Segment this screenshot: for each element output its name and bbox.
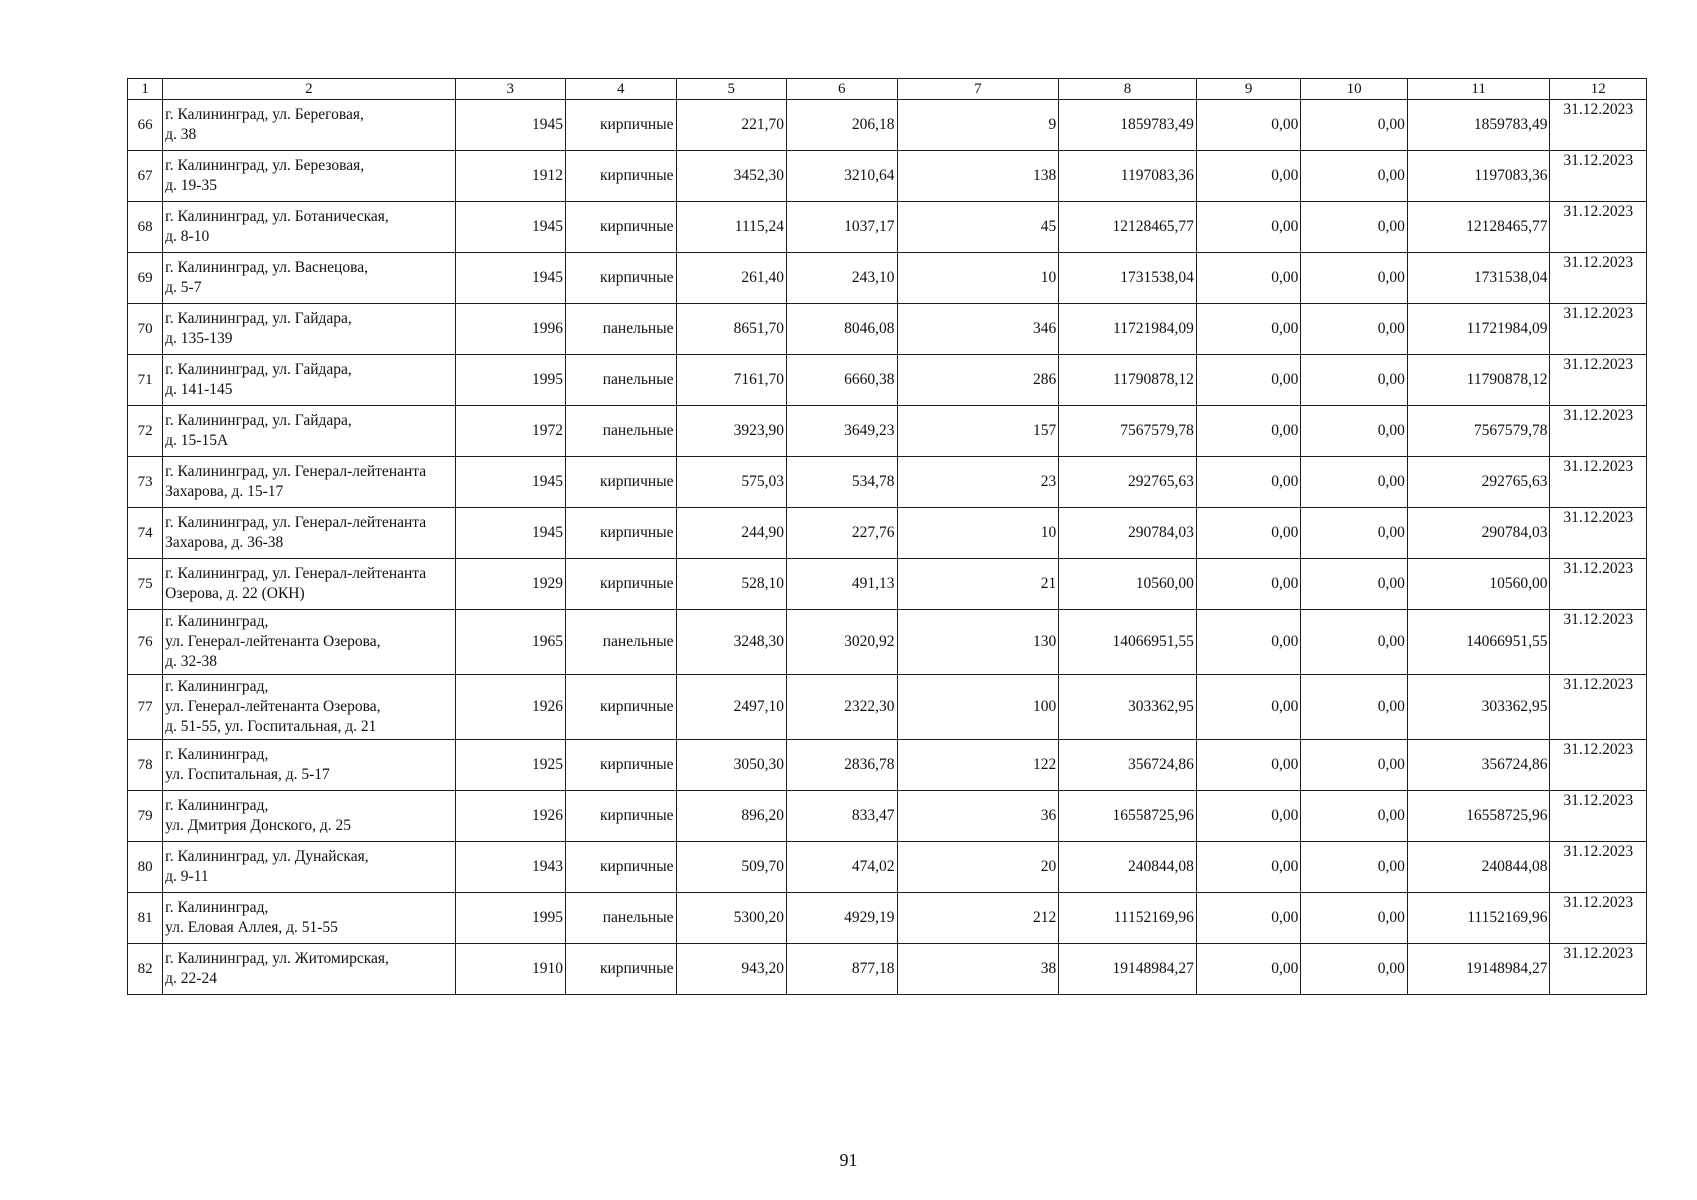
address-line: д. 8-10	[165, 228, 210, 245]
cost-total-cell: 10560,00	[1059, 559, 1197, 610]
year-cell: 1926	[455, 675, 566, 740]
deadline-date-cell: 31.12.2023	[1550, 202, 1647, 253]
address-line: г. Калининград, ул. Гайдара,	[165, 310, 352, 327]
address-cell	[163, 842, 455, 893]
cost-col10-cell: 0,00	[1301, 406, 1407, 457]
wall-material-cell: кирпичные	[566, 559, 677, 610]
table-row	[128, 457, 1647, 508]
cost-col11-cell: 1731538,04	[1407, 253, 1550, 304]
address-cell	[163, 508, 455, 559]
address-line: д. 19-35	[165, 177, 217, 194]
cost-col9-cell: 0,00	[1196, 508, 1300, 559]
row-number-cell: 69	[128, 253, 163, 304]
deadline-date-cell: 31.12.2023	[1550, 842, 1647, 893]
table-row	[128, 100, 1647, 151]
table-row	[128, 842, 1647, 893]
column-header: 4	[566, 79, 677, 100]
residents-cell: 157	[897, 406, 1059, 457]
cost-col11-cell: 16558725,96	[1407, 791, 1550, 842]
cost-col9-cell: 0,00	[1196, 100, 1300, 151]
column-header: 12	[1550, 79, 1647, 100]
deadline-date-cell: 31.12.2023	[1550, 355, 1647, 406]
year-cell: 1945	[455, 508, 566, 559]
living-area-cell: 3649,23	[787, 406, 898, 457]
address-line: г. Калининград,	[165, 797, 269, 814]
total-area-cell: 261,40	[676, 253, 787, 304]
address-cell	[163, 406, 455, 457]
row-number-cell: 80	[128, 842, 163, 893]
year-cell: 1945	[455, 100, 566, 151]
address-line: д. 9-11	[165, 868, 209, 885]
address-line: г. Калининград, ул. Генерал-лейтенанта	[165, 514, 427, 531]
table-row	[128, 304, 1647, 355]
cost-col11-cell: 303362,95	[1407, 675, 1550, 740]
year-cell: 1945	[455, 457, 566, 508]
year-cell: 1929	[455, 559, 566, 610]
address-line: г. Калининград, ул. Дунайская,	[165, 848, 369, 865]
address-cell	[163, 675, 455, 740]
residents-cell: 10	[897, 253, 1059, 304]
living-area-cell: 2836,78	[787, 740, 898, 791]
cost-col9-cell: 0,00	[1196, 253, 1300, 304]
wall-material-cell: панельные	[566, 355, 677, 406]
total-area-cell: 3923,90	[676, 406, 787, 457]
column-header: 7	[897, 79, 1059, 100]
cost-col10-cell: 0,00	[1301, 893, 1407, 944]
address-line: Озерова, д. 22 (ОКН)	[165, 585, 305, 602]
total-area-cell: 2497,10	[676, 675, 787, 740]
housing-register-table	[127, 78, 1647, 995]
cost-col11-cell: 292765,63	[1407, 457, 1550, 508]
total-area-cell: 575,03	[676, 457, 787, 508]
table-row	[128, 508, 1647, 559]
wall-material-cell: кирпичные	[566, 675, 677, 740]
row-number-cell: 79	[128, 791, 163, 842]
address-cell	[163, 202, 455, 253]
living-area-cell: 833,47	[787, 791, 898, 842]
living-area-cell: 8046,08	[787, 304, 898, 355]
cost-col10-cell: 0,00	[1301, 842, 1407, 893]
year-cell: 1912	[455, 151, 566, 202]
wall-material-cell: панельные	[566, 304, 677, 355]
year-cell: 1972	[455, 406, 566, 457]
address-cell	[163, 457, 455, 508]
living-area-cell: 6660,38	[787, 355, 898, 406]
address-cell	[163, 253, 455, 304]
address-cell	[163, 559, 455, 610]
column-header: 2	[163, 79, 455, 100]
table-row	[128, 944, 1647, 995]
year-cell: 1995	[455, 355, 566, 406]
deadline-date-cell: 31.12.2023	[1550, 304, 1647, 355]
living-area-cell: 227,76	[787, 508, 898, 559]
cost-col11-cell: 1197083,36	[1407, 151, 1550, 202]
cost-col9-cell: 0,00	[1196, 457, 1300, 508]
cost-col10-cell: 0,00	[1301, 675, 1407, 740]
cost-col9-cell: 0,00	[1196, 304, 1300, 355]
row-number-cell: 73	[128, 457, 163, 508]
residents-cell: 23	[897, 457, 1059, 508]
page-number: 91	[839, 1150, 858, 1170]
row-number-cell: 68	[128, 202, 163, 253]
cost-col11-cell: 12128465,77	[1407, 202, 1550, 253]
deadline-date-cell: 31.12.2023	[1550, 740, 1647, 791]
total-area-cell: 3050,30	[676, 740, 787, 791]
address-cell	[163, 791, 455, 842]
address-line: ул. Генерал-лейтенанта Озерова,	[165, 633, 381, 650]
total-area-cell: 3452,30	[676, 151, 787, 202]
address-line: д. 51-55, ул. Госпитальная, д. 21	[165, 718, 377, 735]
address-line: г. Калининград, ул. Березовая,	[165, 157, 365, 174]
cost-total-cell: 19148984,27	[1059, 944, 1197, 995]
cost-total-cell: 290784,03	[1059, 508, 1197, 559]
living-area-cell: 534,78	[787, 457, 898, 508]
address-line: г. Калининград, ул. Житомирская,	[165, 950, 389, 967]
cost-total-cell: 1859783,49	[1059, 100, 1197, 151]
cost-col10-cell: 0,00	[1301, 740, 1407, 791]
wall-material-cell: кирпичные	[566, 842, 677, 893]
column-header: 10	[1301, 79, 1407, 100]
column-header: 1	[128, 79, 163, 100]
wall-material-cell: кирпичные	[566, 508, 677, 559]
wall-material-cell: панельные	[566, 406, 677, 457]
deadline-date-cell: 31.12.2023	[1550, 406, 1647, 457]
cost-col11-cell: 290784,03	[1407, 508, 1550, 559]
cost-col9-cell: 0,00	[1196, 791, 1300, 842]
total-area-cell: 509,70	[676, 842, 787, 893]
cost-col11-cell: 10560,00	[1407, 559, 1550, 610]
column-header: 5	[676, 79, 787, 100]
residents-cell: 36	[897, 791, 1059, 842]
address-line: г. Калининград,	[165, 678, 269, 695]
table-row	[128, 151, 1647, 202]
address-line: г. Калининград,	[165, 746, 269, 763]
living-area-cell: 877,18	[787, 944, 898, 995]
wall-material-cell: кирпичные	[566, 202, 677, 253]
cost-col9-cell: 0,00	[1196, 740, 1300, 791]
cost-col10-cell: 0,00	[1301, 151, 1407, 202]
row-number-cell: 66	[128, 100, 163, 151]
address-cell	[163, 740, 455, 791]
residents-cell: 20	[897, 842, 1059, 893]
cost-col9-cell: 0,00	[1196, 202, 1300, 253]
table-row	[128, 559, 1647, 610]
year-cell: 1945	[455, 253, 566, 304]
column-header: 8	[1059, 79, 1197, 100]
cost-total-cell: 1731538,04	[1059, 253, 1197, 304]
address-cell	[163, 151, 455, 202]
total-area-cell: 528,10	[676, 559, 787, 610]
deadline-date-cell: 31.12.2023	[1550, 893, 1647, 944]
address-line: ул. Дмитрия Донского, д. 25	[165, 817, 351, 834]
deadline-date-cell: 31.12.2023	[1550, 457, 1647, 508]
cost-col10-cell: 0,00	[1301, 202, 1407, 253]
cost-total-cell: 16558725,96	[1059, 791, 1197, 842]
cost-col10-cell: 0,00	[1301, 304, 1407, 355]
table-row	[128, 791, 1647, 842]
total-area-cell: 896,20	[676, 791, 787, 842]
address-line: д. 135-139	[165, 330, 233, 347]
cost-col11-cell: 11790878,12	[1407, 355, 1550, 406]
address-line: д. 22-24	[165, 970, 217, 987]
living-area-cell: 1037,17	[787, 202, 898, 253]
residents-cell: 38	[897, 944, 1059, 995]
wall-material-cell: кирпичные	[566, 100, 677, 151]
cost-total-cell: 11721984,09	[1059, 304, 1197, 355]
living-area-cell: 2322,30	[787, 675, 898, 740]
cost-col11-cell: 11721984,09	[1407, 304, 1550, 355]
cost-col9-cell: 0,00	[1196, 893, 1300, 944]
residents-cell: 138	[897, 151, 1059, 202]
row-number-cell: 72	[128, 406, 163, 457]
deadline-date-cell: 31.12.2023	[1550, 559, 1647, 610]
wall-material-cell: кирпичные	[566, 253, 677, 304]
wall-material-cell: панельные	[566, 610, 677, 675]
row-number-cell: 78	[128, 740, 163, 791]
column-number-header-row	[128, 79, 1647, 100]
cost-col11-cell: 356724,86	[1407, 740, 1550, 791]
address-cell	[163, 893, 455, 944]
cost-col10-cell: 0,00	[1301, 610, 1407, 675]
living-area-cell: 491,13	[787, 559, 898, 610]
cost-col11-cell: 1859783,49	[1407, 100, 1550, 151]
residents-cell: 100	[897, 675, 1059, 740]
residents-cell: 45	[897, 202, 1059, 253]
cost-col10-cell: 0,00	[1301, 355, 1407, 406]
cost-total-cell: 12128465,77	[1059, 202, 1197, 253]
address-line: д. 5-7	[165, 279, 202, 296]
living-area-cell: 3210,64	[787, 151, 898, 202]
year-cell: 1995	[455, 893, 566, 944]
row-number-cell: 77	[128, 675, 163, 740]
cost-col10-cell: 0,00	[1301, 944, 1407, 995]
row-number-cell: 75	[128, 559, 163, 610]
table-row	[128, 253, 1647, 304]
row-number-cell: 82	[128, 944, 163, 995]
cost-total-cell: 11152169,96	[1059, 893, 1197, 944]
cost-col10-cell: 0,00	[1301, 100, 1407, 151]
residents-cell: 286	[897, 355, 1059, 406]
address-line: ул. Госпитальная, д. 5-17	[165, 766, 330, 783]
row-number-cell: 76	[128, 610, 163, 675]
table-row	[128, 406, 1647, 457]
row-number-cell: 71	[128, 355, 163, 406]
table-row	[128, 675, 1647, 740]
address-line: г. Калининград, ул. Ботаническая,	[165, 208, 389, 225]
cost-col9-cell: 0,00	[1196, 842, 1300, 893]
cost-col11-cell: 14066951,55	[1407, 610, 1550, 675]
cost-col10-cell: 0,00	[1301, 253, 1407, 304]
cost-col10-cell: 0,00	[1301, 791, 1407, 842]
deadline-date-cell: 31.12.2023	[1550, 675, 1647, 740]
total-area-cell: 3248,30	[676, 610, 787, 675]
cost-total-cell: 356724,86	[1059, 740, 1197, 791]
address-cell	[163, 100, 455, 151]
total-area-cell: 221,70	[676, 100, 787, 151]
cost-total-cell: 1197083,36	[1059, 151, 1197, 202]
document-sheet	[127, 78, 1647, 995]
column-header: 9	[1196, 79, 1300, 100]
year-cell: 1910	[455, 944, 566, 995]
cost-total-cell: 303362,95	[1059, 675, 1197, 740]
address-line: д. 141-145	[165, 381, 233, 398]
address-line: ул. Генерал-лейтенанта Озерова,	[165, 698, 381, 715]
address-line: ул. Еловая Аллея, д. 51-55	[165, 919, 338, 936]
cost-col9-cell: 0,00	[1196, 675, 1300, 740]
living-area-cell: 474,02	[787, 842, 898, 893]
address-cell	[163, 944, 455, 995]
cost-col9-cell: 0,00	[1196, 406, 1300, 457]
cost-col10-cell: 0,00	[1301, 559, 1407, 610]
deadline-date-cell: 31.12.2023	[1550, 151, 1647, 202]
cost-col9-cell: 0,00	[1196, 944, 1300, 995]
year-cell: 1996	[455, 304, 566, 355]
deadline-date-cell: 31.12.2023	[1550, 791, 1647, 842]
living-area-cell: 206,18	[787, 100, 898, 151]
residents-cell: 21	[897, 559, 1059, 610]
row-number-cell: 70	[128, 304, 163, 355]
year-cell: 1965	[455, 610, 566, 675]
row-number-cell: 67	[128, 151, 163, 202]
year-cell: 1925	[455, 740, 566, 791]
cost-col11-cell: 240844,08	[1407, 842, 1550, 893]
address-line: Захарова, д. 36-38	[165, 534, 284, 551]
wall-material-cell: панельные	[566, 893, 677, 944]
address-line: г. Калининград, ул. Гайдара,	[165, 361, 352, 378]
cost-total-cell: 240844,08	[1059, 842, 1197, 893]
total-area-cell: 8651,70	[676, 304, 787, 355]
table-row	[128, 355, 1647, 406]
address-cell	[163, 610, 455, 675]
living-area-cell: 4929,19	[787, 893, 898, 944]
cost-col9-cell: 0,00	[1196, 559, 1300, 610]
cost-total-cell: 14066951,55	[1059, 610, 1197, 675]
address-cell	[163, 304, 455, 355]
cost-col10-cell: 0,00	[1301, 457, 1407, 508]
address-line: г. Калининград, ул. Генерал-лейтенанта	[165, 463, 427, 480]
living-area-cell: 3020,92	[787, 610, 898, 675]
year-cell: 1943	[455, 842, 566, 893]
cost-total-cell: 7567579,78	[1059, 406, 1197, 457]
cost-col9-cell: 0,00	[1196, 355, 1300, 406]
deadline-date-cell: 31.12.2023	[1550, 944, 1647, 995]
table-body	[128, 100, 1647, 995]
cost-total-cell: 292765,63	[1059, 457, 1197, 508]
residents-cell: 212	[897, 893, 1059, 944]
cost-col11-cell: 19148984,27	[1407, 944, 1550, 995]
residents-cell: 130	[897, 610, 1059, 675]
living-area-cell: 243,10	[787, 253, 898, 304]
deadline-date-cell: 31.12.2023	[1550, 508, 1647, 559]
address-line: г. Калининград,	[165, 613, 269, 630]
year-cell: 1945	[455, 202, 566, 253]
wall-material-cell: кирпичные	[566, 151, 677, 202]
deadline-date-cell: 31.12.2023	[1550, 610, 1647, 675]
wall-material-cell: кирпичные	[566, 944, 677, 995]
residents-cell: 9	[897, 100, 1059, 151]
table-row	[128, 740, 1647, 791]
column-header: 6	[787, 79, 898, 100]
total-area-cell: 5300,20	[676, 893, 787, 944]
total-area-cell: 7161,70	[676, 355, 787, 406]
address-line: г. Калининград, ул. Береговая,	[165, 106, 364, 123]
address-line: Захарова, д. 15-17	[165, 483, 284, 500]
address-cell	[163, 355, 455, 406]
residents-cell: 122	[897, 740, 1059, 791]
cost-col11-cell: 7567579,78	[1407, 406, 1550, 457]
table-row	[128, 202, 1647, 253]
address-line: д. 15-15А	[165, 432, 229, 449]
row-number-cell: 74	[128, 508, 163, 559]
residents-cell: 10	[897, 508, 1059, 559]
year-cell: 1926	[455, 791, 566, 842]
address-line: д. 38	[165, 126, 197, 143]
cost-col9-cell: 0,00	[1196, 151, 1300, 202]
total-area-cell: 943,20	[676, 944, 787, 995]
total-area-cell: 1115,24	[676, 202, 787, 253]
address-line: г. Калининград, ул. Гайдара,	[165, 412, 352, 429]
total-area-cell: 244,90	[676, 508, 787, 559]
wall-material-cell: кирпичные	[566, 740, 677, 791]
cost-total-cell: 11790878,12	[1059, 355, 1197, 406]
cost-col10-cell: 0,00	[1301, 508, 1407, 559]
table-row	[128, 610, 1647, 675]
residents-cell: 346	[897, 304, 1059, 355]
address-line: г. Калининград, ул. Васнецова,	[165, 259, 368, 276]
cost-col11-cell: 11152169,96	[1407, 893, 1550, 944]
cost-col9-cell: 0,00	[1196, 610, 1300, 675]
address-line: г. Калининград, ул. Генерал-лейтенанта	[165, 565, 427, 582]
deadline-date-cell: 31.12.2023	[1550, 253, 1647, 304]
row-number-cell: 81	[128, 893, 163, 944]
column-header: 3	[455, 79, 566, 100]
wall-material-cell: кирпичные	[566, 791, 677, 842]
wall-material-cell: кирпичные	[566, 457, 677, 508]
address-line: г. Калининград,	[165, 899, 269, 916]
column-header: 11	[1407, 79, 1550, 100]
deadline-date-cell: 31.12.2023	[1550, 100, 1647, 151]
address-line: д. 32-38	[165, 653, 217, 670]
table-row	[128, 893, 1647, 944]
